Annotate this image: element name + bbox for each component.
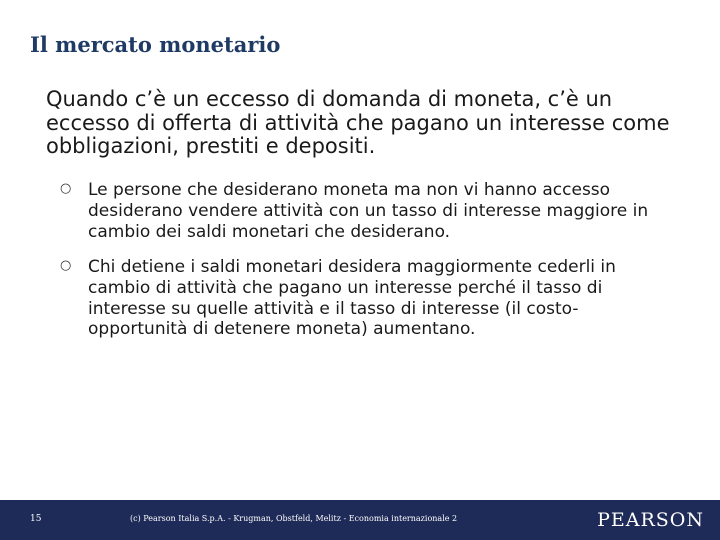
pearson-logo: PEARSON [597, 509, 704, 531]
footer-bar [0, 500, 720, 540]
slide-body-text: Quando c’è un eccesso di domanda di moneta, c’è un eccesso di offerta di attività che pagano un interesse come obbligazioni, prestiti e depositi. [46, 87, 670, 159]
circle-bullet-icon: ○ [60, 257, 72, 273]
page-number: 15 [30, 514, 42, 524]
copyright-notice: (c) Pearson Italia S.p.A. - Krugman, Obstfeld, Melitz - Economia internazionale 2 [130, 514, 458, 523]
bullet-item [60, 257, 660, 341]
bullet-text: Chi detiene i saldi monetari desidera maggiormente cederli in cambio di attività che pagano un interesse perché il tasso di interesse su quelle attività e il tasso di interesse (il costo-opportunità di detenere moneta) aumentano. [88, 256, 616, 340]
circle-bullet-icon: ○ [60, 181, 72, 196]
bullet-list [60, 180, 660, 354]
bullet-text: Le persone che desiderano moneta ma non vi hanno accesso desiderano vendere attività con un tasso di interesse maggiore in cambio dei saldi monetari che desiderano. [88, 180, 649, 242]
bullet-item [60, 180, 660, 243]
slide-title: Il mercato monetario [30, 32, 281, 57]
